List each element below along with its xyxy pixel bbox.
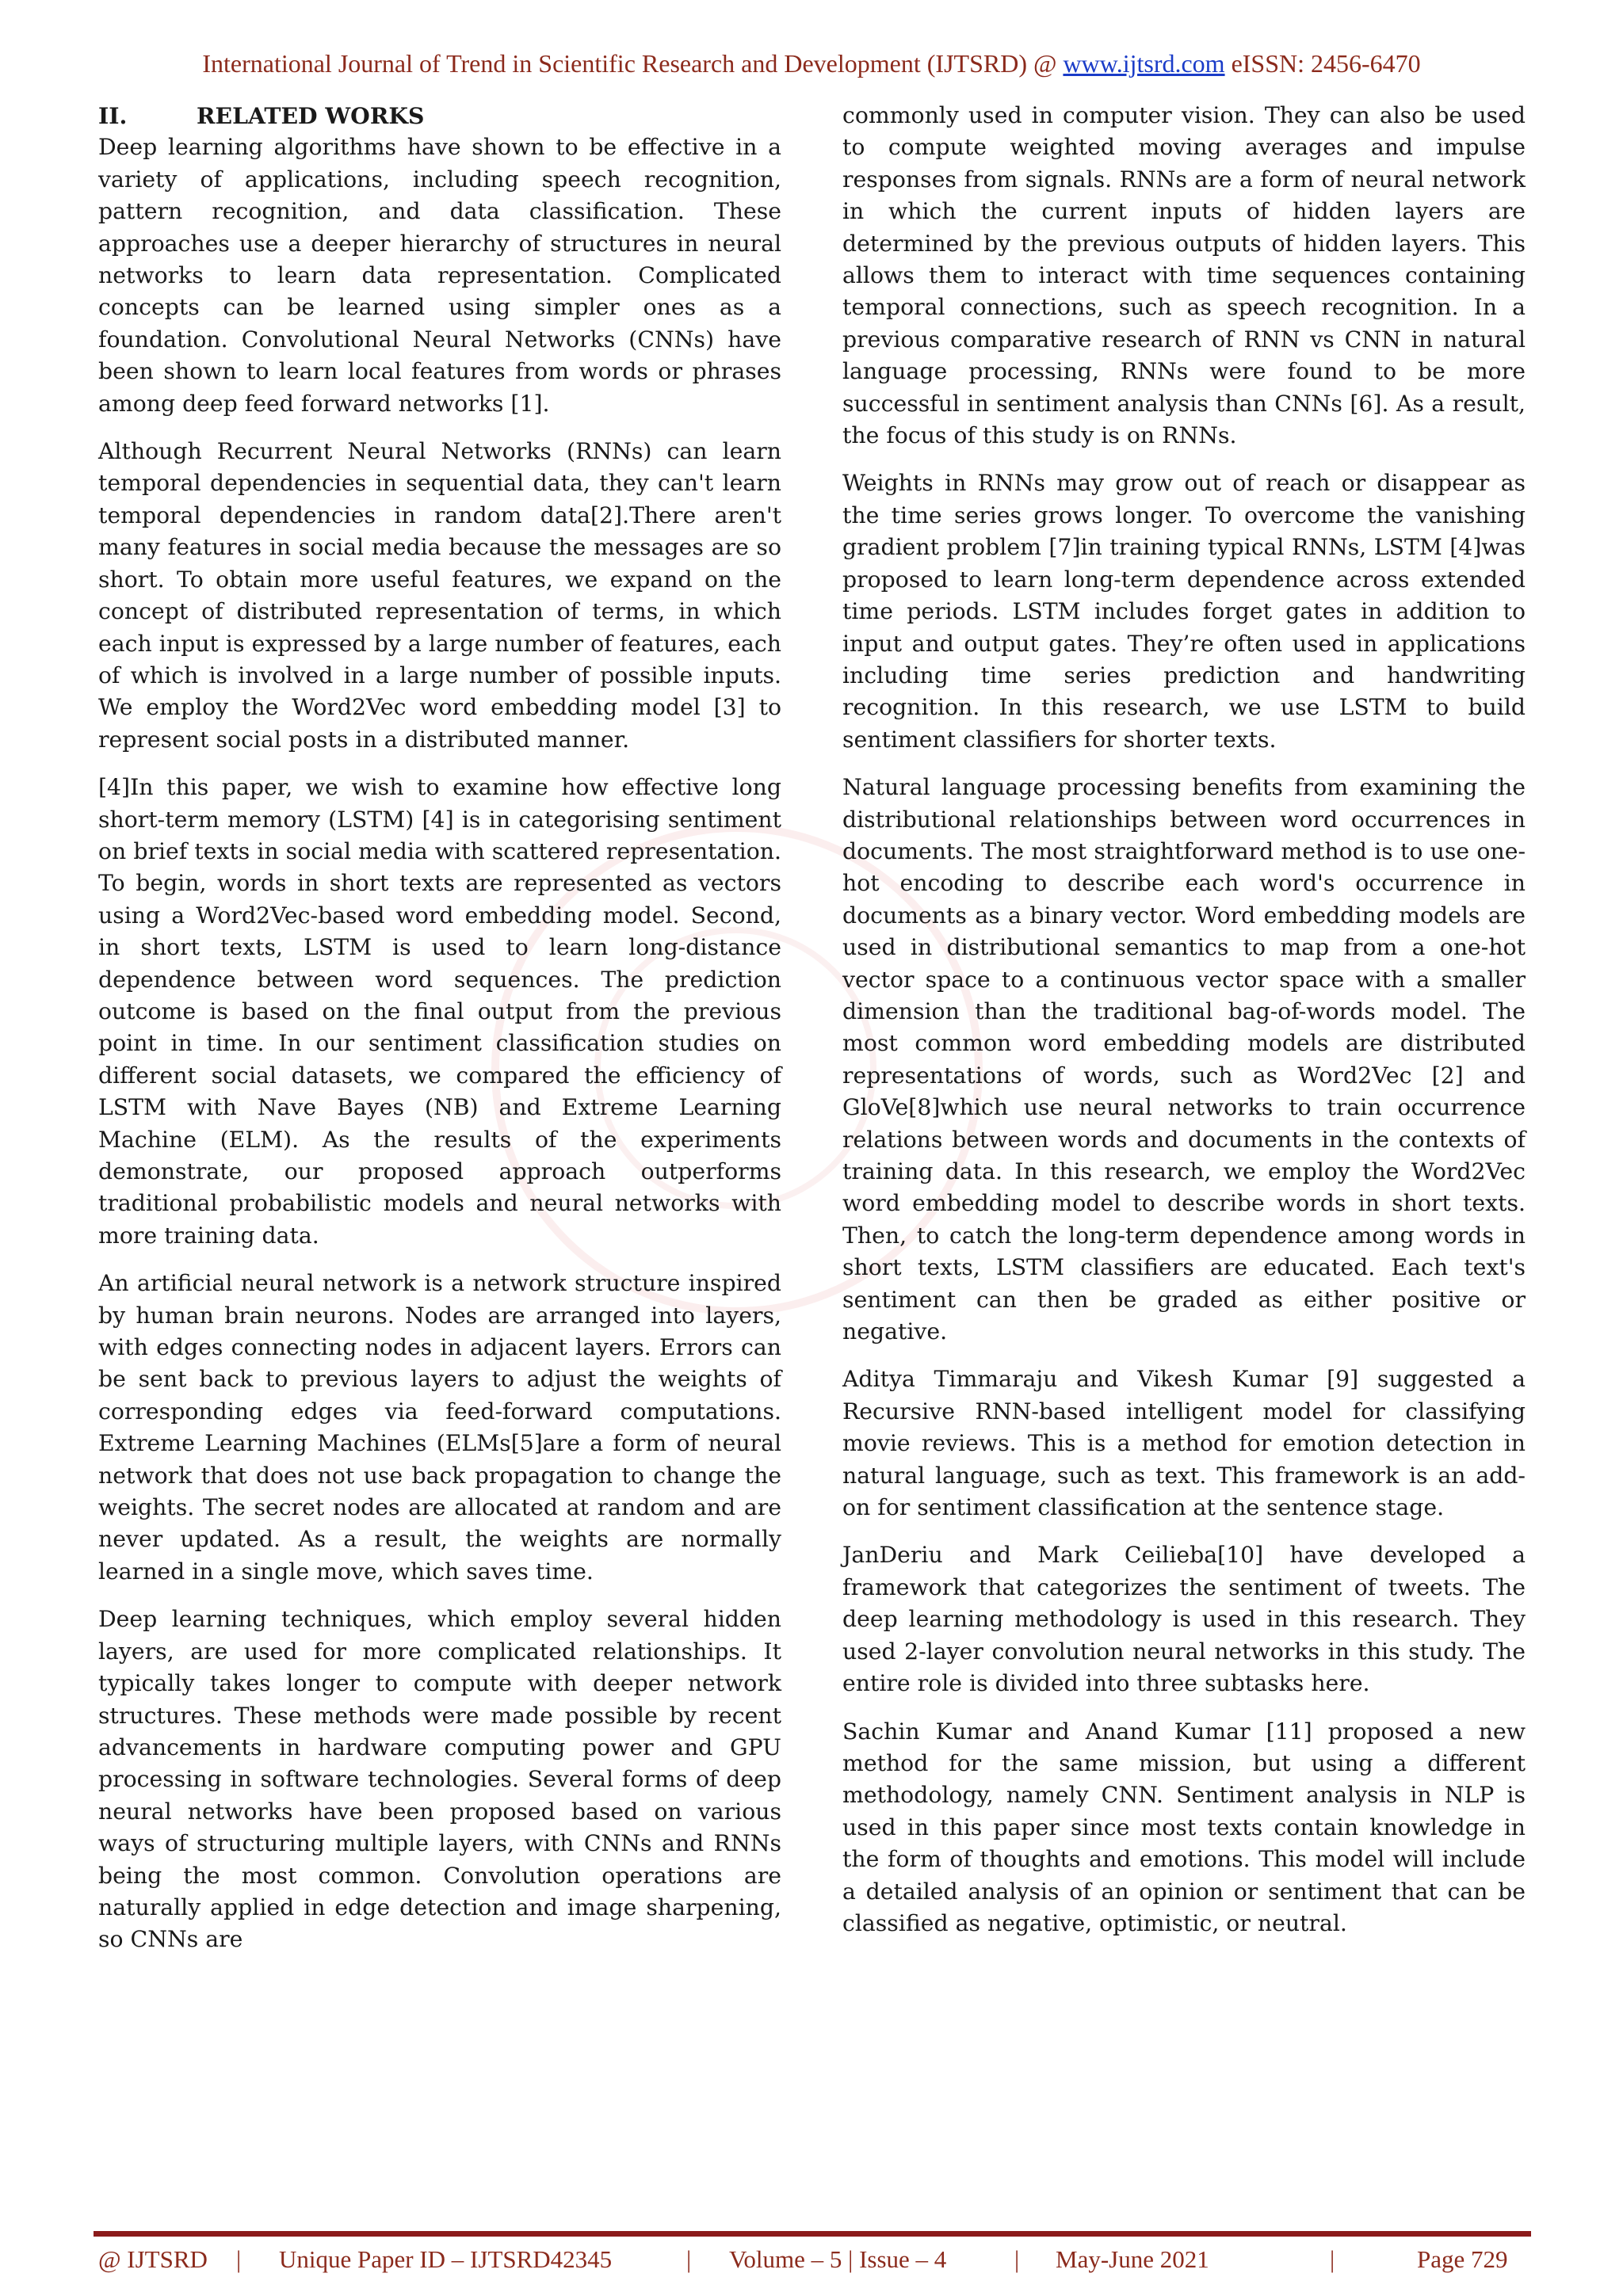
paragraph: An artificial neural network is a network structure inspired by human brain neurons. Nodes are arranged into layers, with edges connecting nodes in adjacent layers. Errors can be sent back to previous layers to adjust the weights of corresponding edges via feed-forward computations. Extreme Learning Machines (ELMs[5]are a form of neural network that does not use back propagation to change the weights. The secret nodes are allocated at random and are never updated. As a result, the weights are normally learned in a single move, which saves time. — [98, 1270, 781, 1585]
paragraph: Natural language processing benefits from examining the distributional relationships between word occurrences in documents. The most straightforward method is to use one-hot encoding to describe each word's occurrence in documents as a binary vector. Word embedding models are used in distributional semantics to map from a one-hot vector space to a continuous vector space with a smaller dimension than the traditional bag-of-words model. The most common word embedding models are distributed representations of words, such as Word2Vec [2] and GloVe[8]which use neural networks to train occurrence relations between words and documents in the contexts of training data. In this research, we employ the Word2Vec word embedding model to describe words in short texts. Then, to catch the long-term dependence among words in short texts, LSTM classifiers are educated. Each text's sentiment can then be graded as either positive or negative. — [842, 774, 1526, 1345]
footer-separator: | — [686, 2245, 692, 2273]
footer-page-number: Page 729 — [1417, 2245, 1508, 2273]
journal-issn: eISSN: 2456-6470 — [1224, 49, 1421, 78]
footer-separator: | — [1330, 2245, 1335, 2273]
journal-url-link[interactable]: www.ijtsrd.com — [1063, 49, 1225, 78]
section-number: II. — [98, 102, 128, 129]
paragraph: JanDeriu and Mark Ceilieba[10] have developed a framework that categorizes the sentiment of tweets. The deep learning methodology is used in this research. They used 2-layer convolution neural networks in this study. The entire role is divided into three subtasks here. — [842, 1542, 1526, 1697]
paragraph: Although Recurrent Neural Networks (RNNs) can learn temporal dependencies in sequential data, they can't learn temporal dependencies in random data[2].There aren't many features in social media because the messages are so short. To obtain more useful features, we expand on the concept of distributed representation of terms, in which each input is expressed by a large number of features, each of which is involved in a large number of possible inputs. We employ the Word2Vec word embedding model [3] to represent social posts in a distributed manner. — [98, 438, 781, 753]
footer-paper-id: Unique Paper ID – IJTSRD42345 — [279, 2245, 613, 2273]
right-column — [842, 100, 1526, 1955]
footer-copyright: @ IJTSRD — [98, 2245, 208, 2273]
paragraph: Deep learning algorithms have shown to be effective in a variety of applications, including speech recognition, pattern recognition, and data classification. These approaches use a deeper hierarchy of structures in neural networks to learn data representation. Complicated concepts can be learned using simpler ones as a foundation. Convolutional Neural Networks (CNNs) have been shown to learn local features from words or phrases among deep feed forward networks [1]. — [98, 134, 781, 417]
paragraph: Sachin Kumar and Anand Kumar [11] proposed a new method for the same mission, but using a different methodology, namely CNN. Sentiment analysis in NLP is used in this paper since most texts contain knowledge in the form of thoughts and emotions. This model will include a detailed analysis of an opinion or sentiment that can be classified as negative, optimistic, or neutral. — [842, 1718, 1526, 1936]
left-column — [98, 100, 781, 1972]
footer-divider — [94, 2231, 1531, 2237]
paragraph: [4]In this paper, we wish to examine how effective long short-term memory (LSTM) [4] is in categorising sentiment on brief texts in social media with scattered representation. To begin, words in short texts are represented as vectors using a Word2Vec-based word embedding model. Second, in short texts, LSTM is used to learn long-distance dependence between word sequences. The prediction outcome is based on the final output from the previous point in time. In our sentiment classification studies on different social datasets, we compared the efficiency of LSTM with Nave Bayes (NB) and Extreme Learning Machine (ELM). As the results of the experiments demonstrate, our proposed approach outperforms traditional probabilistic models and neural networks with more training data. — [98, 774, 781, 1249]
paragraph: Aditya Timmaraju and Vikesh Kumar [9] suggested a Recursive RNN-based intelligent model for classifying movie reviews. This is a method for emotion detection in natural language, such as text. This framework is an add-on for sentiment classification at the sentence stage. — [842, 1366, 1526, 1521]
footer-separator: | — [1014, 2245, 1020, 2273]
section-title: RELATED WORKS — [197, 102, 425, 129]
section-heading — [98, 100, 781, 132]
journal-header — [0, 49, 1623, 78]
paragraph: Deep learning techniques, which employ several hidden layers, are used for more complicated relationships. It typically takes longer to compute with deeper network structures. These methods were made possible by recent advancements in hardware computing power and GPU processing in software technologies. Several forms of deep neural networks have been proposed based on various ways of structuring multiple layers, with CNNs and RNNs being the most common. Convolution operations are naturally applied in edge detection and image sharpening, so CNNs are — [98, 1606, 781, 1953]
footer-separator: | — [236, 2245, 242, 2273]
paragraph: Weights in RNNs may grow out of reach or disappear as the time series grows longer. To overcome the vanishing gradient problem [7]in training typical RNNs, LSTM [4]was proposed to learn long-term dependence across extended time periods. LSTM includes forget gates in addition to input and output gates. They’re often used in applications including time series prediction and handwriting recognition. In this research, we use LSTM to build sentiment classifiers for shorter texts. — [842, 470, 1526, 753]
footer-volume-issue: Volume – 5 | Issue – 4 — [729, 2245, 947, 2273]
footer-date: May-June 2021 — [1056, 2245, 1209, 2273]
journal-title: International Journal of Trend in Scientific Research and Development (IJTSRD) @ — [202, 49, 1064, 78]
paragraph: commonly used in computer vision. They can also be used to compute weighted moving averages and impulse responses from signals. RNNs are a form of neural network in which the current inputs of hidden layers are determined by the previous outputs of hidden layers. This allows them to interact with time sequences containing temporal connections, such as speech recognition. In a previous comparative research of RNN vs CNN in natural language processing, RNNs were found to be more successful in sentiment analysis than CNNs [6]. As a result, the focus of this study is on RNNs. — [842, 102, 1526, 449]
